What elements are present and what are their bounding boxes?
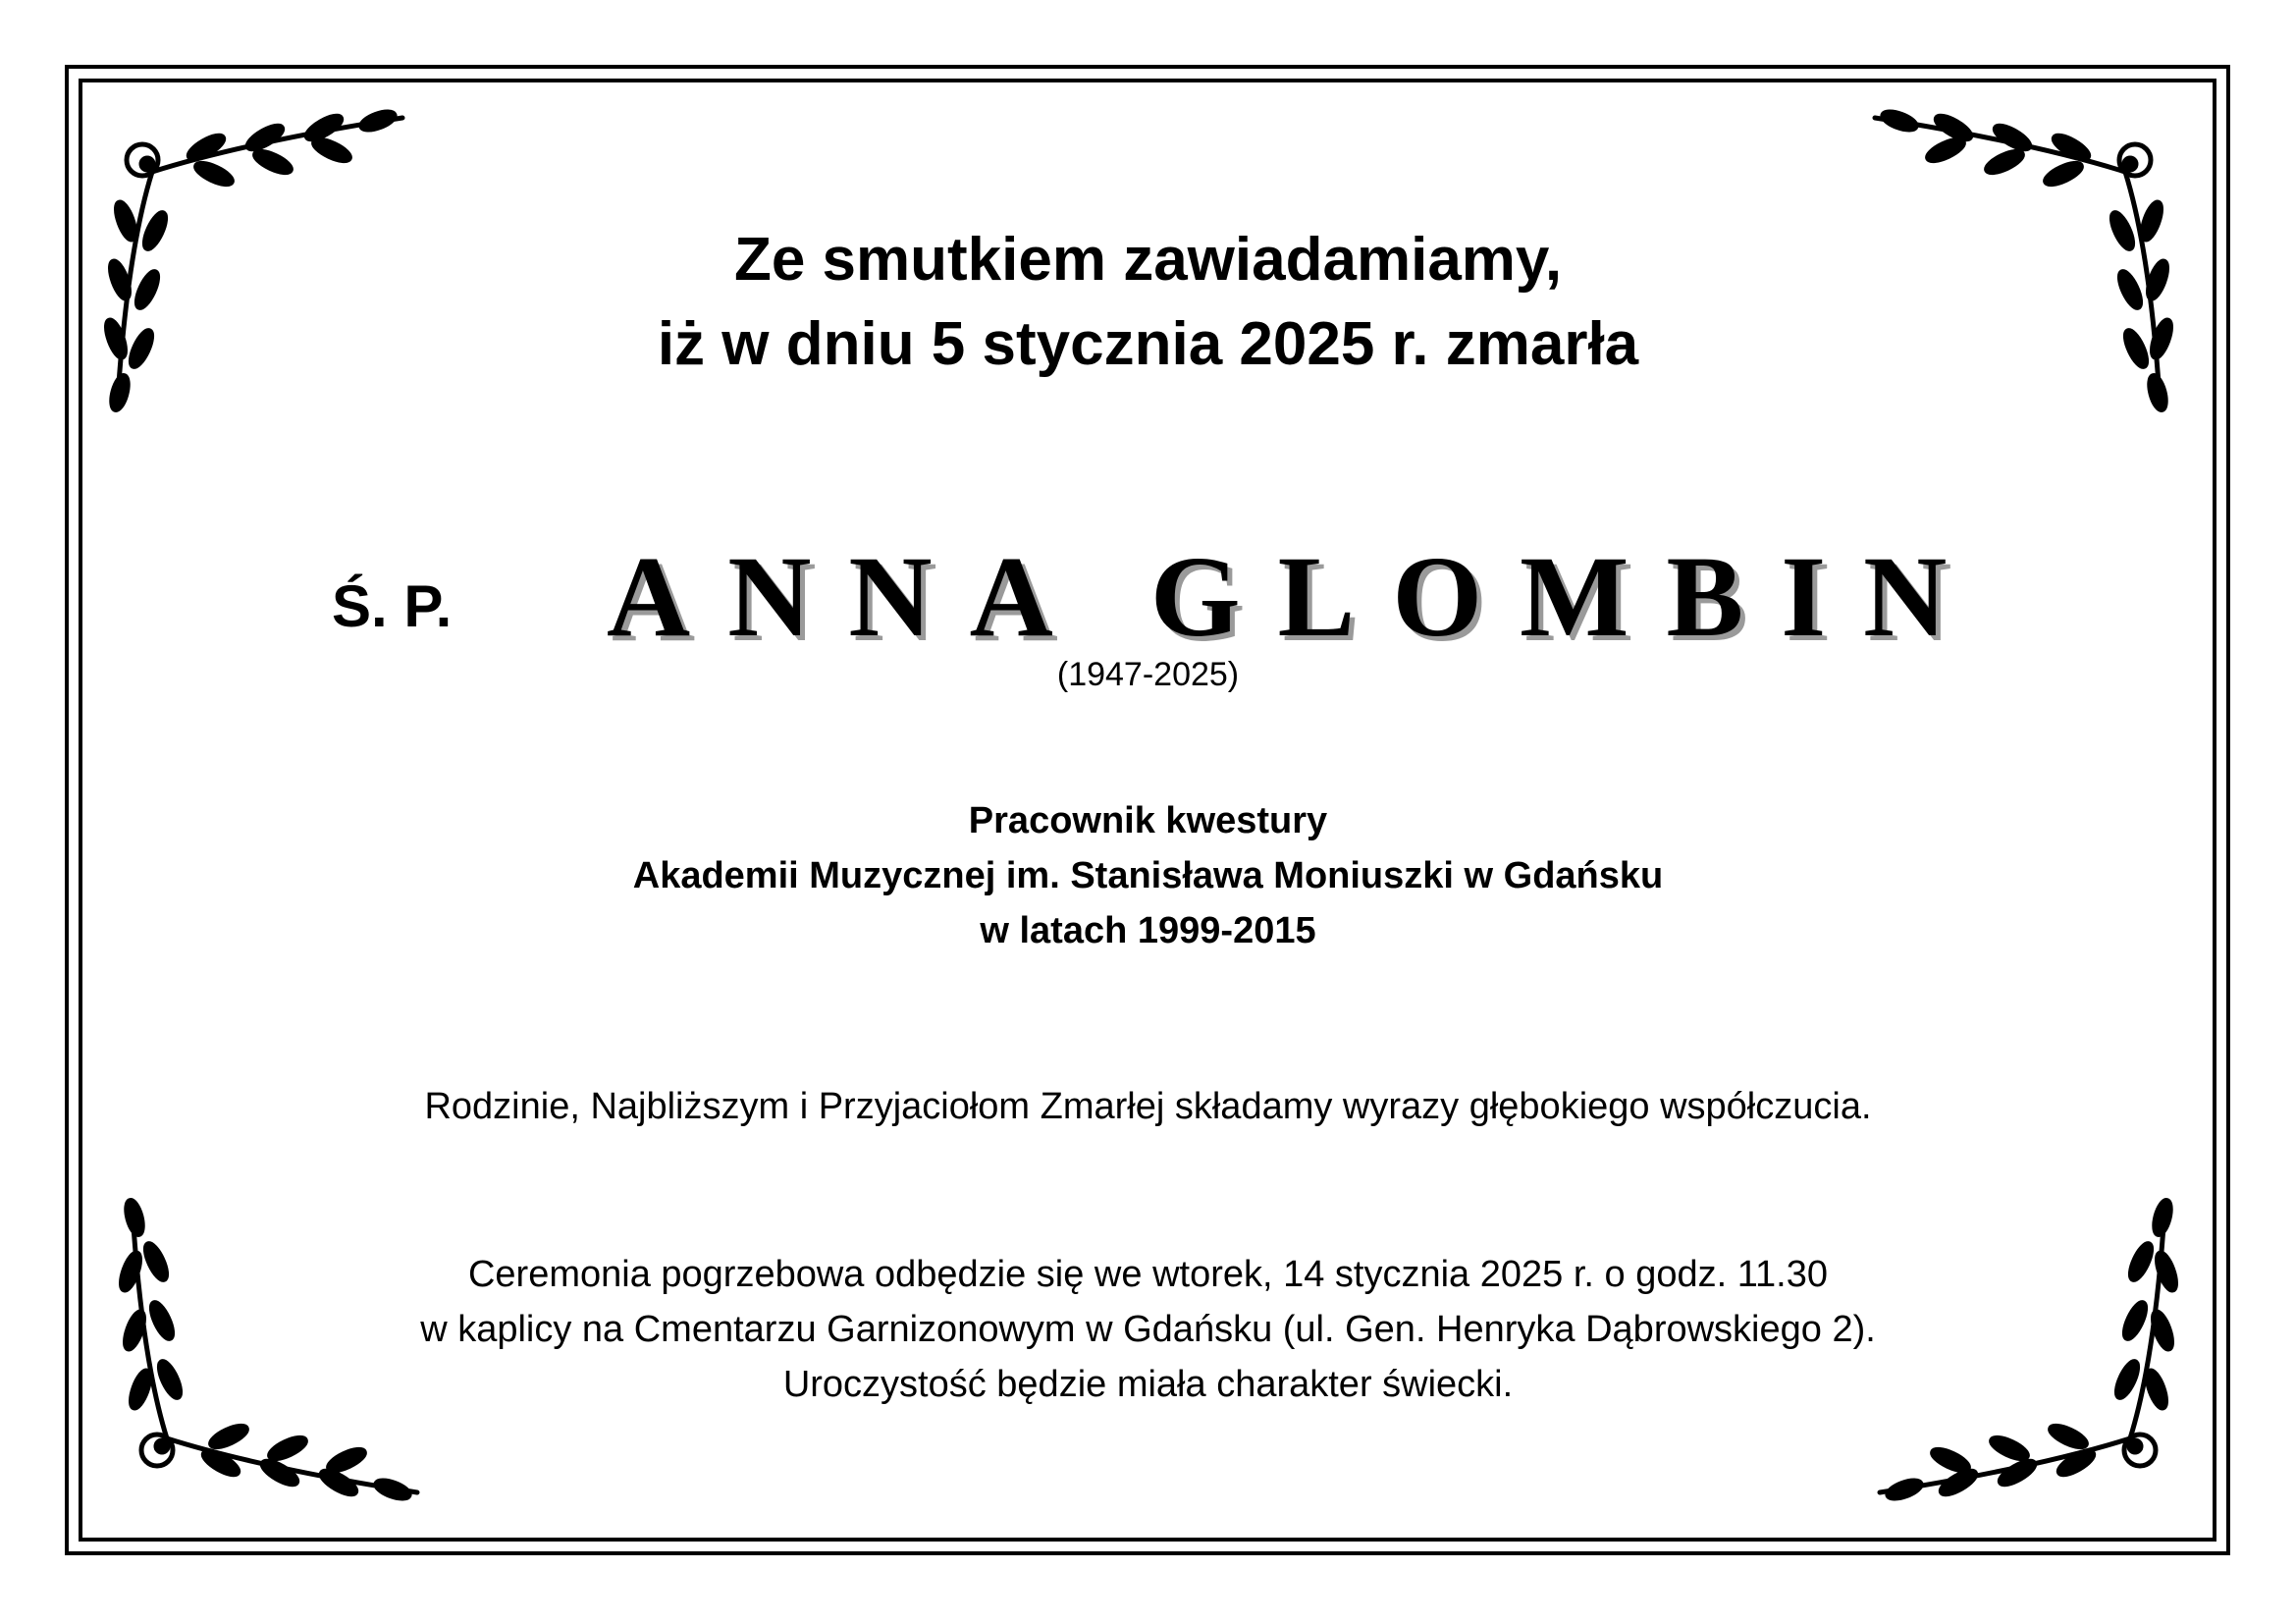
deceased-name: ANNA GLOMBIN (607, 532, 1985, 661)
headline-line-2: iż w dniu 5 stycznia 2025 r. zmarła (657, 310, 1639, 378)
life-years: (1947-2025) (1056, 656, 1240, 693)
role-line-2: Akademii Muzycznej im. Stanisława Moniuszki w Gdańsku (632, 855, 1664, 896)
role-description (0, 793, 2296, 958)
ceremony-line-3: Uroczystość będzie miała charakter świecki. (782, 1364, 1514, 1405)
role-line-3: w latach 1999-2015 (980, 910, 1316, 951)
role-line-1: Pracownik kwestury (968, 800, 1328, 841)
condolence-text: Rodzinie, Najbliższym i Przyjaciołom Zmarłej składamy wyrazy głębokiego współczucia. (424, 1086, 1872, 1127)
headline (0, 218, 2296, 387)
headline-line-1: Ze smutkiem zawiadamiamy, (733, 226, 1563, 294)
ceremony-line-2: w kaplicy na Cmentarzu Garnizonowym w Gdańsku (ul. Gen. Henryka Dąbrowskiego 2). (420, 1309, 1876, 1350)
ceremony-info (0, 1247, 2296, 1412)
ceremony-line-1: Ceremonia pogrzebowa odbędzie się we wtorek, 14 stycznia 2025 r. o godz. 11.30 (467, 1254, 1828, 1295)
sp-prefix: Ś. P. (332, 573, 453, 639)
